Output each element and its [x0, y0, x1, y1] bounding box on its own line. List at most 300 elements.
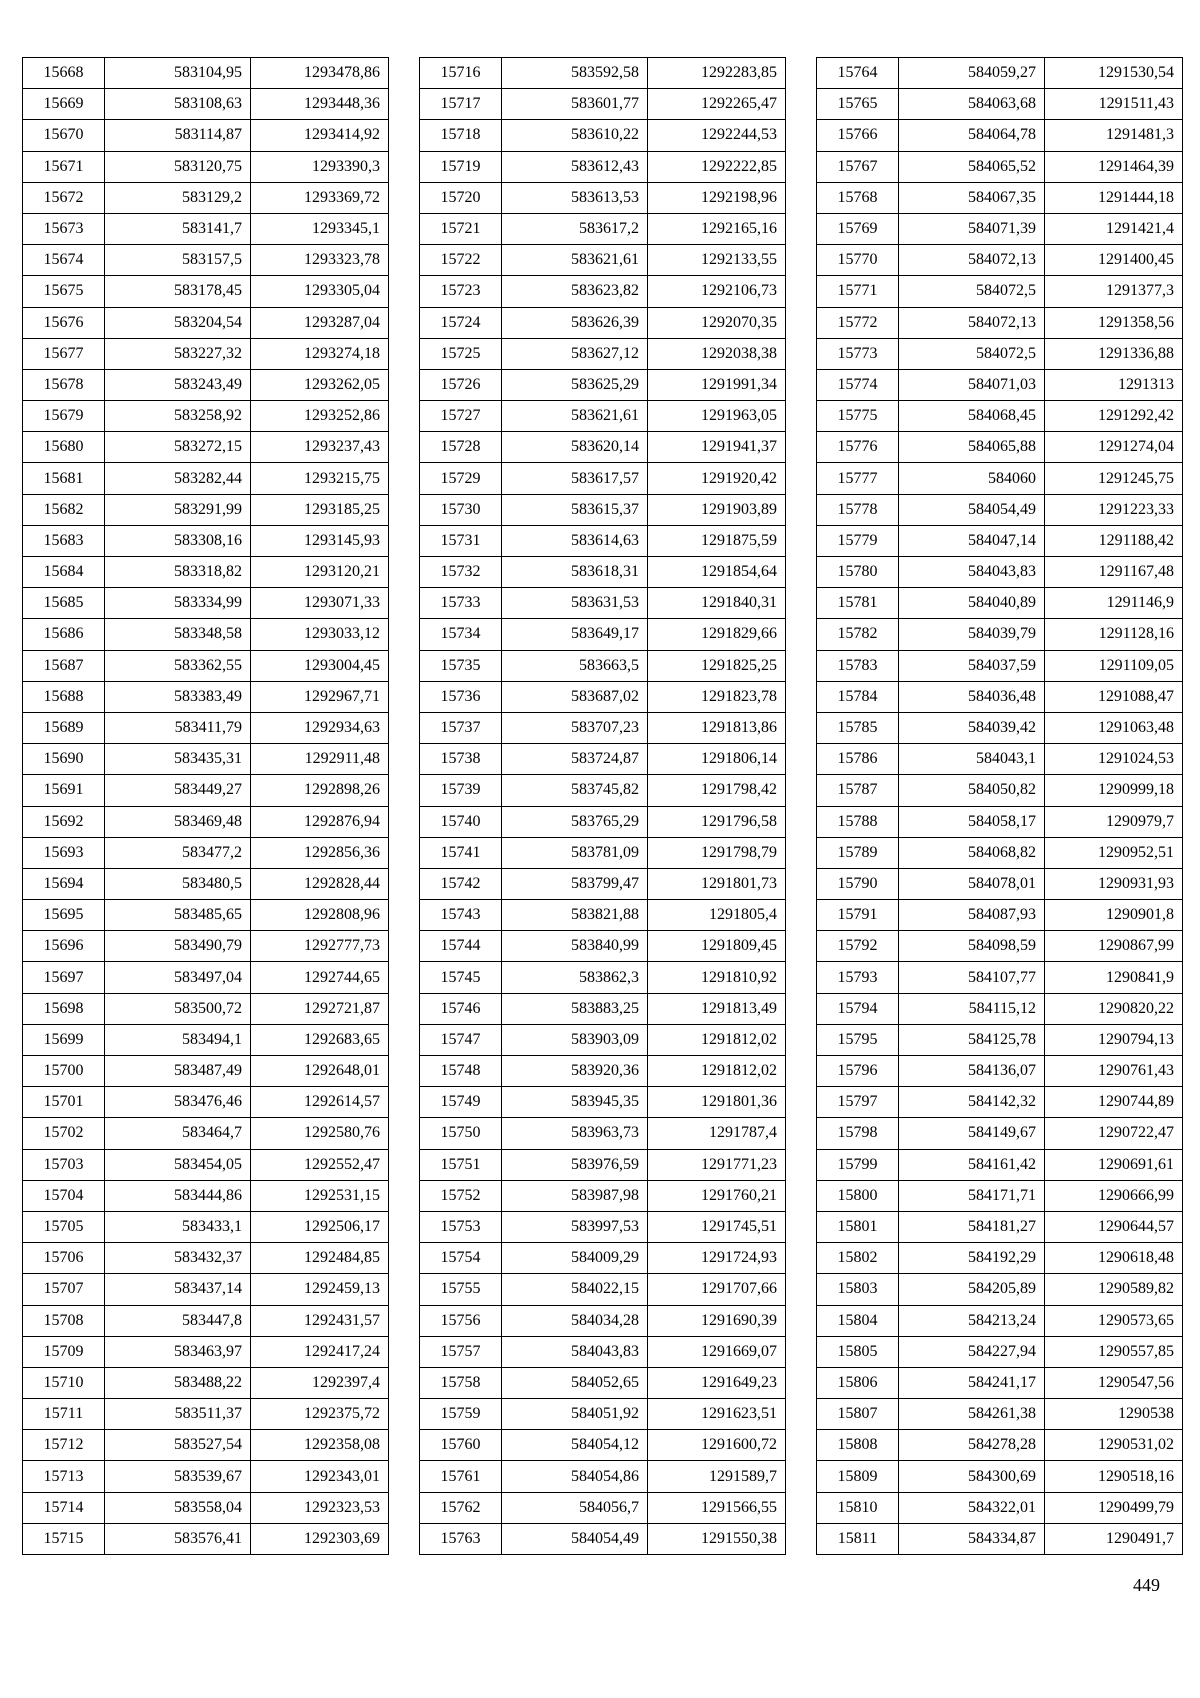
y-coordinate-cell: 1292375,72: [251, 1399, 389, 1430]
x-coordinate-cell: 584071,39: [899, 213, 1045, 244]
x-coordinate-cell: 584059,27: [899, 58, 1045, 89]
y-coordinate-cell: 1292828,44: [251, 868, 389, 899]
x-coordinate-cell: 583500,72: [105, 993, 251, 1024]
point-number-cell: 15683: [23, 525, 105, 556]
table-row: [420, 775, 786, 806]
table-row: [817, 962, 1183, 993]
table-row: [23, 1367, 389, 1398]
x-coordinate-cell: 583129,2: [105, 182, 251, 213]
x-coordinate-cell: 584067,35: [899, 182, 1045, 213]
y-coordinate-cell: 1291377,3: [1045, 276, 1183, 307]
x-coordinate-cell: 583631,53: [502, 588, 648, 619]
x-coordinate-cell: 584078,01: [899, 868, 1045, 899]
x-coordinate-cell: 583963,73: [502, 1118, 648, 1149]
table-row: [420, 525, 786, 556]
y-coordinate-cell: 1290518,16: [1045, 1461, 1183, 1492]
y-coordinate-cell: 1291649,23: [648, 1367, 786, 1398]
table-row: [817, 1149, 1183, 1180]
y-coordinate-cell: 1291063,48: [1045, 712, 1183, 743]
x-coordinate-cell: 583318,82: [105, 557, 251, 588]
table-row: [817, 463, 1183, 494]
point-number-cell: 15730: [420, 494, 502, 525]
point-number-cell: 15783: [817, 650, 899, 681]
x-coordinate-cell: 584149,67: [899, 1118, 1045, 1149]
y-coordinate-cell: 1291854,64: [648, 557, 786, 588]
x-coordinate-cell: 583120,75: [105, 151, 251, 182]
y-coordinate-cell: 1292856,36: [251, 837, 389, 868]
y-coordinate-cell: 1291481,3: [1045, 120, 1183, 151]
table-row: [817, 369, 1183, 400]
point-number-cell: 15734: [420, 619, 502, 650]
x-coordinate-cell: 584068,82: [899, 837, 1045, 868]
point-number-cell: 15775: [817, 401, 899, 432]
x-coordinate-cell: 583649,17: [502, 619, 648, 650]
point-number-cell: 15729: [420, 463, 502, 494]
table-row: [420, 806, 786, 837]
table-row: [420, 1336, 786, 1367]
x-coordinate-cell: 584054,12: [502, 1430, 648, 1461]
y-coordinate-cell: 1292265,47: [648, 89, 786, 120]
y-coordinate-cell: 1291600,72: [648, 1430, 786, 1461]
y-coordinate-cell: 1291245,75: [1045, 463, 1183, 494]
table-row: [23, 213, 389, 244]
y-coordinate-cell: 1292876,94: [251, 806, 389, 837]
point-number-cell: 15796: [817, 1056, 899, 1087]
table-row: [23, 494, 389, 525]
table-row: [817, 276, 1183, 307]
y-coordinate-cell: 1292777,73: [251, 931, 389, 962]
table-row: [23, 1430, 389, 1461]
table-row: [23, 962, 389, 993]
table-body: [817, 58, 1183, 1555]
table-row: [420, 619, 786, 650]
table-row: [23, 1523, 389, 1554]
y-coordinate-cell: 1291623,51: [648, 1399, 786, 1430]
x-coordinate-cell: 583612,43: [502, 151, 648, 182]
point-number-cell: 15773: [817, 338, 899, 369]
point-number-cell: 15679: [23, 401, 105, 432]
x-coordinate-cell: 583477,2: [105, 837, 251, 868]
point-number-cell: 15719: [420, 151, 502, 182]
x-coordinate-cell: 583114,87: [105, 120, 251, 151]
x-coordinate-cell: 583108,63: [105, 89, 251, 120]
x-coordinate-cell: 584142,32: [899, 1087, 1045, 1118]
point-number-cell: 15738: [420, 744, 502, 775]
point-number-cell: 15793: [817, 962, 899, 993]
table-body: [23, 58, 389, 1555]
y-coordinate-cell: 1290867,99: [1045, 931, 1183, 962]
x-coordinate-cell: 584050,82: [899, 775, 1045, 806]
point-number-cell: 15720: [420, 182, 502, 213]
x-coordinate-cell: 583781,09: [502, 837, 648, 868]
x-coordinate-cell: 583626,39: [502, 307, 648, 338]
x-coordinate-cell: 584107,77: [899, 962, 1045, 993]
table-row: [23, 307, 389, 338]
point-number-cell: 15717: [420, 89, 502, 120]
point-number-cell: 15686: [23, 619, 105, 650]
y-coordinate-cell: 1291801,36: [648, 1087, 786, 1118]
point-number-cell: 15784: [817, 681, 899, 712]
point-number-cell: 15791: [817, 900, 899, 931]
x-coordinate-cell: 583282,44: [105, 463, 251, 494]
y-coordinate-cell: 1292165,16: [648, 213, 786, 244]
y-coordinate-cell: 1292417,24: [251, 1336, 389, 1367]
x-coordinate-cell: 583765,29: [502, 806, 648, 837]
point-number-cell: 15756: [420, 1305, 502, 1336]
point-number-cell: 15790: [817, 868, 899, 899]
x-coordinate-cell: 584051,92: [502, 1399, 648, 1430]
table-row: [817, 588, 1183, 619]
y-coordinate-cell: 1292506,17: [251, 1211, 389, 1242]
y-coordinate-cell: 1293071,33: [251, 588, 389, 619]
y-coordinate-cell: 1293478,86: [251, 58, 389, 89]
x-coordinate-cell: 584300,69: [899, 1461, 1045, 1492]
table-row: [420, 494, 786, 525]
point-number-cell: 15696: [23, 931, 105, 962]
x-coordinate-cell: 584213,24: [899, 1305, 1045, 1336]
point-number-cell: 15697: [23, 962, 105, 993]
y-coordinate-cell: 1291941,37: [648, 432, 786, 463]
point-number-cell: 15707: [23, 1274, 105, 1305]
x-coordinate-cell: 583432,37: [105, 1243, 251, 1274]
x-coordinate-cell: 583157,5: [105, 245, 251, 276]
point-number-cell: 15691: [23, 775, 105, 806]
y-coordinate-cell: 1291796,58: [648, 806, 786, 837]
y-coordinate-cell: 1291812,02: [648, 1056, 786, 1087]
table-row: [817, 1492, 1183, 1523]
y-coordinate-cell: 1291707,66: [648, 1274, 786, 1305]
x-coordinate-cell: 583308,16: [105, 525, 251, 556]
point-number-cell: 15726: [420, 369, 502, 400]
x-coordinate-cell: 584181,27: [899, 1211, 1045, 1242]
table-body: [420, 58, 786, 1555]
y-coordinate-cell: 1292038,38: [648, 338, 786, 369]
point-number-cell: 15698: [23, 993, 105, 1024]
point-number-cell: 15733: [420, 588, 502, 619]
table-row: [817, 1180, 1183, 1211]
point-number-cell: 15670: [23, 120, 105, 151]
y-coordinate-cell: 1292459,13: [251, 1274, 389, 1305]
x-coordinate-cell: 583614,63: [502, 525, 648, 556]
table-row: [23, 557, 389, 588]
point-number-cell: 15809: [817, 1461, 899, 1492]
point-number-cell: 15744: [420, 931, 502, 962]
y-coordinate-cell: 1293237,43: [251, 432, 389, 463]
x-coordinate-cell: 583444,86: [105, 1180, 251, 1211]
point-number-cell: 15724: [420, 307, 502, 338]
x-coordinate-cell: 583454,05: [105, 1149, 251, 1180]
point-number-cell: 15732: [420, 557, 502, 588]
x-coordinate-cell: 583862,3: [502, 962, 648, 993]
point-number-cell: 15767: [817, 151, 899, 182]
x-coordinate-cell: 583463,97: [105, 1336, 251, 1367]
y-coordinate-cell: 1291292,42: [1045, 401, 1183, 432]
x-coordinate-cell: 584136,07: [899, 1056, 1045, 1087]
point-number-cell: 15746: [420, 993, 502, 1024]
point-number-cell: 15728: [420, 432, 502, 463]
y-coordinate-cell: 1291566,55: [648, 1492, 786, 1523]
table-row: [23, 806, 389, 837]
table-row: [420, 89, 786, 120]
y-coordinate-cell: 1290547,56: [1045, 1367, 1183, 1398]
y-coordinate-cell: 1292343,01: [251, 1461, 389, 1492]
point-number-cell: 15764: [817, 58, 899, 89]
point-number-cell: 15680: [23, 432, 105, 463]
point-number-cell: 15710: [23, 1367, 105, 1398]
x-coordinate-cell: 583601,77: [502, 89, 648, 120]
table-row: [817, 868, 1183, 899]
table-row: [23, 525, 389, 556]
y-coordinate-cell: 1291812,02: [648, 1024, 786, 1055]
point-number-cell: 15763: [420, 1523, 502, 1554]
table-row: [420, 1430, 786, 1461]
point-number-cell: 15786: [817, 744, 899, 775]
y-coordinate-cell: 1291798,79: [648, 837, 786, 868]
x-coordinate-cell: 584039,42: [899, 712, 1045, 743]
table-row: [817, 1523, 1183, 1554]
point-number-cell: 15716: [420, 58, 502, 89]
y-coordinate-cell: 1291745,51: [648, 1211, 786, 1242]
point-number-cell: 15760: [420, 1430, 502, 1461]
y-coordinate-cell: 1291589,7: [648, 1461, 786, 1492]
x-coordinate-cell: 584054,49: [502, 1523, 648, 1554]
y-coordinate-cell: 1293215,75: [251, 463, 389, 494]
point-number-cell: 15781: [817, 588, 899, 619]
x-coordinate-cell: 583613,53: [502, 182, 648, 213]
table-row: [817, 1336, 1183, 1367]
table-row: [817, 806, 1183, 837]
point-number-cell: 15774: [817, 369, 899, 400]
table-row: [23, 276, 389, 307]
point-number-cell: 15704: [23, 1180, 105, 1211]
y-coordinate-cell: 1291809,45: [648, 931, 786, 962]
y-coordinate-cell: 1290952,51: [1045, 837, 1183, 868]
y-coordinate-cell: 1292303,69: [251, 1523, 389, 1554]
table-row: [420, 213, 786, 244]
y-coordinate-cell: 1291875,59: [648, 525, 786, 556]
x-coordinate-cell: 583576,41: [105, 1523, 251, 1554]
y-coordinate-cell: 1291109,05: [1045, 650, 1183, 681]
y-coordinate-cell: 1291550,38: [648, 1523, 786, 1554]
table-row: [23, 1024, 389, 1055]
y-coordinate-cell: 1292552,47: [251, 1149, 389, 1180]
x-coordinate-cell: 584098,59: [899, 931, 1045, 962]
table-row: [817, 1399, 1183, 1430]
table-row: [817, 744, 1183, 775]
x-coordinate-cell: 583104,95: [105, 58, 251, 89]
y-coordinate-cell: 1292106,73: [648, 276, 786, 307]
point-number-cell: 15669: [23, 89, 105, 120]
table-row: [420, 151, 786, 182]
point-number-cell: 15787: [817, 775, 899, 806]
point-number-cell: 15684: [23, 557, 105, 588]
x-coordinate-cell: 583997,53: [502, 1211, 648, 1242]
y-coordinate-cell: 1291313: [1045, 369, 1183, 400]
x-coordinate-cell: 583920,36: [502, 1056, 648, 1087]
y-coordinate-cell: 1293120,21: [251, 557, 389, 588]
y-coordinate-cell: 1292283,85: [648, 58, 786, 89]
point-number-cell: 15782: [817, 619, 899, 650]
point-number-cell: 15755: [420, 1274, 502, 1305]
x-coordinate-cell: 584227,94: [899, 1336, 1045, 1367]
y-coordinate-cell: 1291771,23: [648, 1149, 786, 1180]
x-coordinate-cell: 583627,12: [502, 338, 648, 369]
point-number-cell: 15776: [817, 432, 899, 463]
y-coordinate-cell: 1291530,54: [1045, 58, 1183, 89]
table-row: [23, 1056, 389, 1087]
table-row: [23, 432, 389, 463]
table-row: [23, 463, 389, 494]
point-number-cell: 15712: [23, 1430, 105, 1461]
table-row: [420, 1367, 786, 1398]
y-coordinate-cell: 1292911,48: [251, 744, 389, 775]
table-row: [420, 1461, 786, 1492]
x-coordinate-cell: 583799,47: [502, 868, 648, 899]
y-coordinate-cell: 1291088,47: [1045, 681, 1183, 712]
point-number-cell: 15749: [420, 1087, 502, 1118]
x-coordinate-cell: 584064,78: [899, 120, 1045, 151]
x-coordinate-cell: 584022,15: [502, 1274, 648, 1305]
y-coordinate-cell: 1291840,31: [648, 588, 786, 619]
x-coordinate-cell: 584278,28: [899, 1430, 1045, 1461]
point-number-cell: 15727: [420, 401, 502, 432]
table-row: [420, 338, 786, 369]
table-row: [420, 712, 786, 743]
table-row: [817, 182, 1183, 213]
point-number-cell: 15731: [420, 525, 502, 556]
x-coordinate-cell: 583883,25: [502, 993, 648, 1024]
table-row: [420, 369, 786, 400]
x-coordinate-cell: 583383,49: [105, 681, 251, 712]
y-coordinate-cell: 1291444,18: [1045, 182, 1183, 213]
x-coordinate-cell: 583617,2: [502, 213, 648, 244]
point-number-cell: 15752: [420, 1180, 502, 1211]
x-coordinate-cell: 584037,59: [899, 650, 1045, 681]
x-coordinate-cell: 583488,22: [105, 1367, 251, 1398]
x-coordinate-cell: 583449,27: [105, 775, 251, 806]
y-coordinate-cell: 1292397,4: [251, 1367, 389, 1398]
y-coordinate-cell: 1291805,4: [648, 900, 786, 931]
point-number-cell: 15702: [23, 1118, 105, 1149]
table-row: [420, 1087, 786, 1118]
y-coordinate-cell: 1290744,89: [1045, 1087, 1183, 1118]
x-coordinate-cell: 583433,1: [105, 1211, 251, 1242]
x-coordinate-cell: 584115,12: [899, 993, 1045, 1024]
x-coordinate-cell: 583243,49: [105, 369, 251, 400]
x-coordinate-cell: 584125,78: [899, 1024, 1045, 1055]
y-coordinate-cell: 1292934,63: [251, 712, 389, 743]
y-coordinate-cell: 1292648,01: [251, 1056, 389, 1087]
x-coordinate-cell: 583945,35: [502, 1087, 648, 1118]
table-row: [420, 1211, 786, 1242]
table-row: [420, 1399, 786, 1430]
table-row: [420, 931, 786, 962]
y-coordinate-cell: 1292358,08: [251, 1430, 389, 1461]
x-coordinate-cell: 583476,46: [105, 1087, 251, 1118]
x-coordinate-cell: 583724,87: [502, 744, 648, 775]
x-coordinate-cell: 583227,32: [105, 338, 251, 369]
y-coordinate-cell: 1290979,7: [1045, 806, 1183, 837]
point-number-cell: 15740: [420, 806, 502, 837]
y-coordinate-cell: 1291336,88: [1045, 338, 1183, 369]
x-coordinate-cell: 584072,13: [899, 245, 1045, 276]
point-number-cell: 15780: [817, 557, 899, 588]
y-coordinate-cell: 1290573,65: [1045, 1305, 1183, 1336]
y-coordinate-cell: 1290538: [1045, 1399, 1183, 1430]
x-coordinate-cell: 584241,17: [899, 1367, 1045, 1398]
table-row: [817, 120, 1183, 151]
point-number-cell: 15743: [420, 900, 502, 931]
table-row: [817, 151, 1183, 182]
table-row: [23, 1118, 389, 1149]
table-row: [23, 245, 389, 276]
x-coordinate-cell: 583625,29: [502, 369, 648, 400]
y-coordinate-cell: 1292070,35: [648, 307, 786, 338]
y-coordinate-cell: 1292133,55: [648, 245, 786, 276]
point-number-cell: 15739: [420, 775, 502, 806]
x-coordinate-cell: 583618,31: [502, 557, 648, 588]
point-number-cell: 15753: [420, 1211, 502, 1242]
point-number-cell: 15737: [420, 712, 502, 743]
point-number-cell: 15708: [23, 1305, 105, 1336]
table-row: [23, 1399, 389, 1430]
point-number-cell: 15789: [817, 837, 899, 868]
table-row: [817, 58, 1183, 89]
y-coordinate-cell: 1293004,45: [251, 650, 389, 681]
y-coordinate-cell: 1292323,53: [251, 1492, 389, 1523]
table-row: [817, 712, 1183, 743]
y-coordinate-cell: 1293414,92: [251, 120, 389, 151]
y-coordinate-cell: 1293287,04: [251, 307, 389, 338]
coordinates-table-3: [816, 57, 1183, 1555]
table-row: [420, 401, 786, 432]
point-number-cell: 15715: [23, 1523, 105, 1554]
x-coordinate-cell: 583204,54: [105, 307, 251, 338]
table-row: [23, 1149, 389, 1180]
x-coordinate-cell: 583334,99: [105, 588, 251, 619]
x-coordinate-cell: 584009,29: [502, 1243, 648, 1274]
table-row: [23, 744, 389, 775]
point-number-cell: 15806: [817, 1367, 899, 1398]
point-number-cell: 15803: [817, 1274, 899, 1305]
point-number-cell: 15735: [420, 650, 502, 681]
point-number-cell: 15778: [817, 494, 899, 525]
table-row: [817, 1056, 1183, 1087]
x-coordinate-cell: 583494,1: [105, 1024, 251, 1055]
x-coordinate-cell: 584043,83: [899, 557, 1045, 588]
table-row: [23, 1211, 389, 1242]
y-coordinate-cell: 1293323,78: [251, 245, 389, 276]
table-row: [23, 931, 389, 962]
point-number-cell: 15762: [420, 1492, 502, 1523]
y-coordinate-cell: 1291464,39: [1045, 151, 1183, 182]
y-coordinate-cell: 1290644,57: [1045, 1211, 1183, 1242]
y-coordinate-cell: 1293033,12: [251, 619, 389, 650]
x-coordinate-cell: 583976,59: [502, 1149, 648, 1180]
y-coordinate-cell: 1291813,86: [648, 712, 786, 743]
y-coordinate-cell: 1291024,53: [1045, 744, 1183, 775]
y-coordinate-cell: 1290618,48: [1045, 1243, 1183, 1274]
y-coordinate-cell: 1291690,39: [648, 1305, 786, 1336]
y-coordinate-cell: 1292967,71: [251, 681, 389, 712]
point-number-cell: 15722: [420, 245, 502, 276]
table-row: [817, 619, 1183, 650]
y-coordinate-cell: 1291167,48: [1045, 557, 1183, 588]
y-coordinate-cell: 1290931,93: [1045, 868, 1183, 899]
table-row: [23, 650, 389, 681]
table-row: [23, 401, 389, 432]
x-coordinate-cell: 583615,37: [502, 494, 648, 525]
